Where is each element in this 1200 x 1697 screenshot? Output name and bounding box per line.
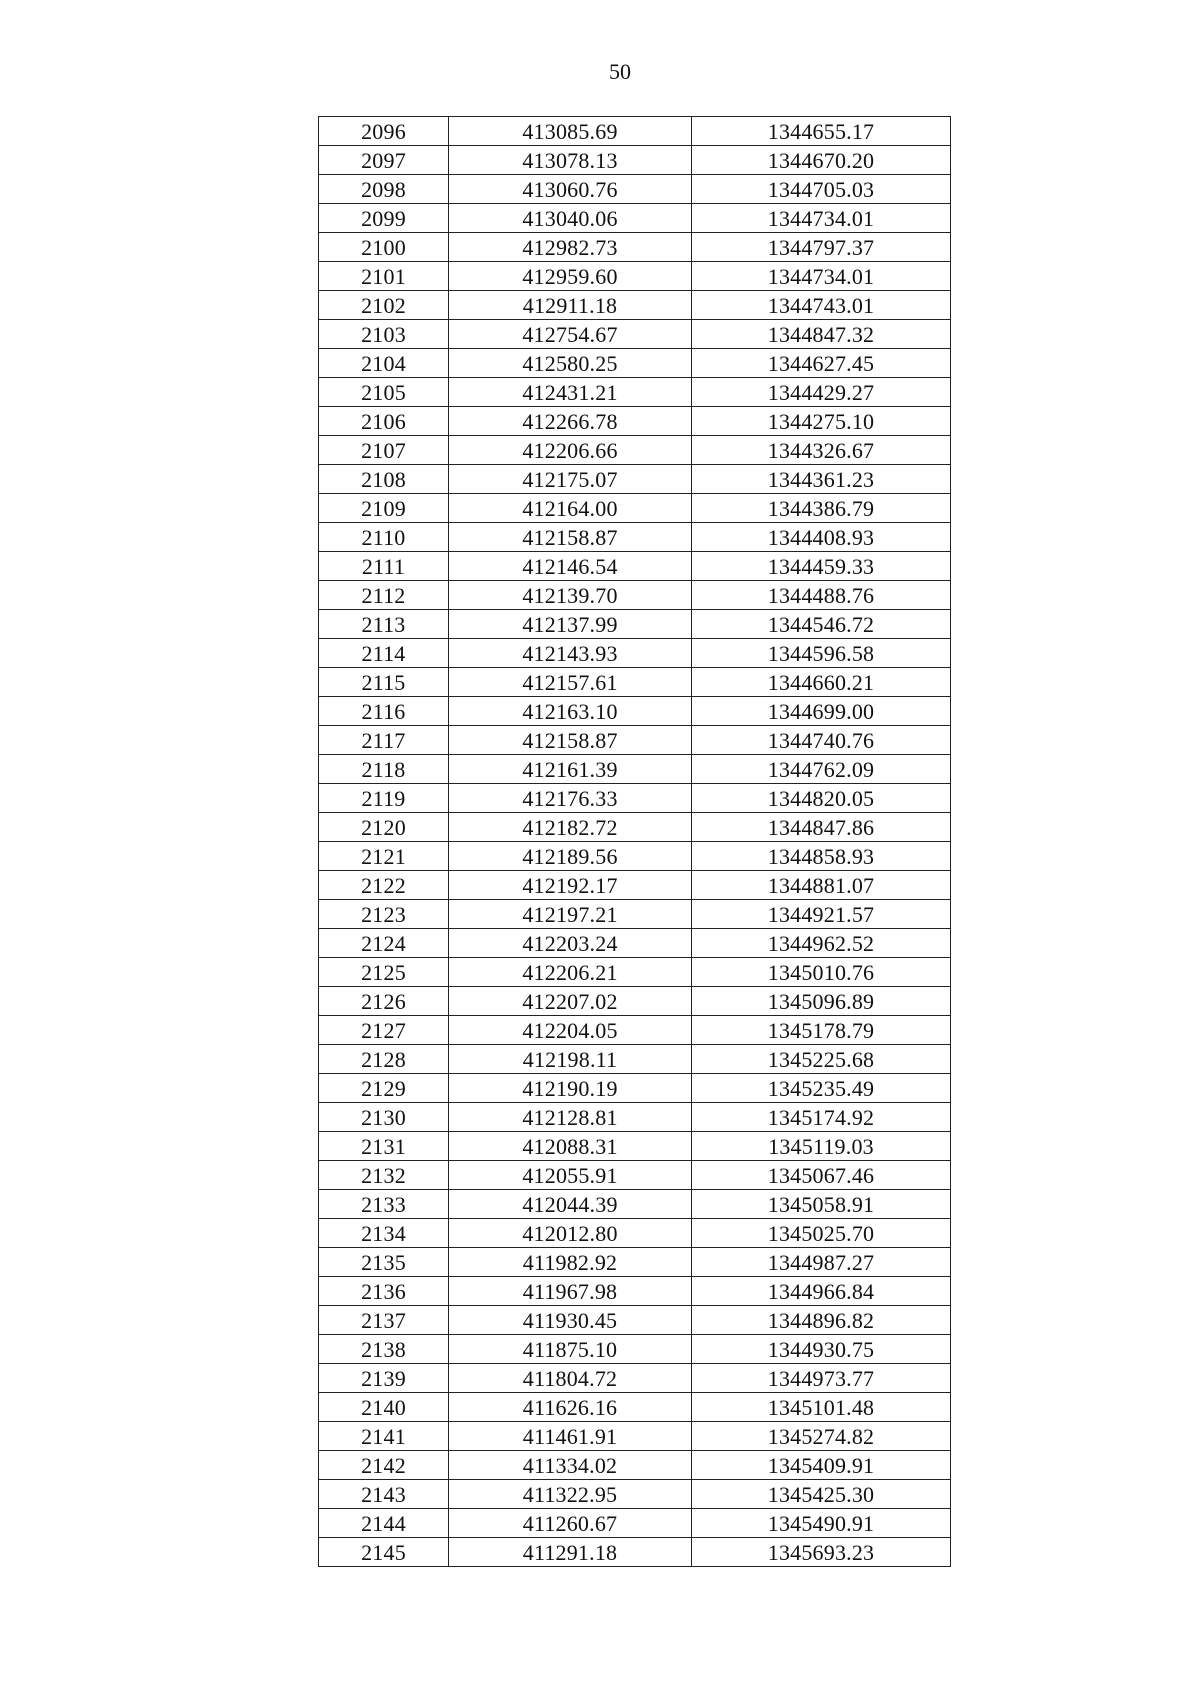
x-coordinate-cell: 413085.69	[449, 117, 692, 146]
point-number-cell: 2097	[319, 146, 449, 175]
table-row	[319, 146, 951, 175]
point-number-cell: 2099	[319, 204, 449, 233]
x-coordinate-cell: 411930.45	[449, 1306, 692, 1335]
y-coordinate-cell: 1344705.03	[692, 175, 951, 204]
table-row	[319, 1074, 951, 1103]
point-number-cell: 2119	[319, 784, 449, 813]
table-row	[319, 1335, 951, 1364]
y-coordinate-cell: 1344326.67	[692, 436, 951, 465]
point-number-cell: 2118	[319, 755, 449, 784]
x-coordinate-cell: 411461.91	[449, 1422, 692, 1451]
table-row	[319, 581, 951, 610]
table-row	[319, 1393, 951, 1422]
x-coordinate-cell: 411875.10	[449, 1335, 692, 1364]
table-row	[319, 1248, 951, 1277]
y-coordinate-cell: 1344386.79	[692, 494, 951, 523]
x-coordinate-cell: 412176.33	[449, 784, 692, 813]
table-row	[319, 1103, 951, 1132]
x-coordinate-cell: 412143.93	[449, 639, 692, 668]
y-coordinate-cell: 1344459.33	[692, 552, 951, 581]
y-coordinate-cell: 1344962.52	[692, 929, 951, 958]
point-number-cell: 2141	[319, 1422, 449, 1451]
x-coordinate-cell: 412190.19	[449, 1074, 692, 1103]
table-row	[319, 117, 951, 146]
x-coordinate-cell: 413078.13	[449, 146, 692, 175]
y-coordinate-cell: 1344488.76	[692, 581, 951, 610]
point-number-cell: 2136	[319, 1277, 449, 1306]
y-coordinate-cell: 1344660.21	[692, 668, 951, 697]
table-row	[319, 697, 951, 726]
x-coordinate-cell: 412580.25	[449, 349, 692, 378]
point-number-cell: 2145	[319, 1538, 449, 1567]
y-coordinate-cell: 1344734.01	[692, 204, 951, 233]
x-coordinate-cell: 412982.73	[449, 233, 692, 262]
y-coordinate-cell: 1344546.72	[692, 610, 951, 639]
y-coordinate-cell: 1345010.76	[692, 958, 951, 987]
table-row	[319, 813, 951, 842]
table-row	[319, 1045, 951, 1074]
y-coordinate-cell: 1344429.27	[692, 378, 951, 407]
point-number-cell: 2138	[319, 1335, 449, 1364]
y-coordinate-cell: 1344820.05	[692, 784, 951, 813]
table-row	[319, 987, 951, 1016]
table-row	[319, 842, 951, 871]
point-number-cell: 2127	[319, 1016, 449, 1045]
x-coordinate-cell: 412266.78	[449, 407, 692, 436]
y-coordinate-cell: 1344743.01	[692, 291, 951, 320]
x-coordinate-cell: 412128.81	[449, 1103, 692, 1132]
table-row	[319, 1509, 951, 1538]
point-number-cell: 2115	[319, 668, 449, 697]
coordinates-table-body	[319, 117, 951, 1567]
x-coordinate-cell: 411982.92	[449, 1248, 692, 1277]
y-coordinate-cell: 1344973.77	[692, 1364, 951, 1393]
point-number-cell: 2113	[319, 610, 449, 639]
point-number-cell: 2131	[319, 1132, 449, 1161]
y-coordinate-cell: 1345025.70	[692, 1219, 951, 1248]
y-coordinate-cell: 1345058.91	[692, 1190, 951, 1219]
x-coordinate-cell: 412157.61	[449, 668, 692, 697]
table-row	[319, 958, 951, 987]
x-coordinate-cell: 411334.02	[449, 1451, 692, 1480]
x-coordinate-cell: 411967.98	[449, 1277, 692, 1306]
x-coordinate-cell: 412139.70	[449, 581, 692, 610]
y-coordinate-cell: 1345174.92	[692, 1103, 951, 1132]
point-number-cell: 2142	[319, 1451, 449, 1480]
point-number-cell: 2139	[319, 1364, 449, 1393]
table-row	[319, 494, 951, 523]
y-coordinate-cell: 1345096.89	[692, 987, 951, 1016]
x-coordinate-cell: 412088.31	[449, 1132, 692, 1161]
x-coordinate-cell: 411804.72	[449, 1364, 692, 1393]
x-coordinate-cell: 412158.87	[449, 523, 692, 552]
y-coordinate-cell: 1344847.86	[692, 813, 951, 842]
point-number-cell: 2134	[319, 1219, 449, 1248]
y-coordinate-cell: 1344930.75	[692, 1335, 951, 1364]
table-row	[319, 784, 951, 813]
y-coordinate-cell: 1344627.45	[692, 349, 951, 378]
point-number-cell: 2121	[319, 842, 449, 871]
table-row	[319, 1422, 951, 1451]
x-coordinate-cell: 412204.05	[449, 1016, 692, 1045]
x-coordinate-cell: 412203.24	[449, 929, 692, 958]
table-row	[319, 1161, 951, 1190]
point-number-cell: 2117	[319, 726, 449, 755]
table-row	[319, 175, 951, 204]
table-row	[319, 755, 951, 784]
point-number-cell: 2124	[319, 929, 449, 958]
y-coordinate-cell: 1344734.01	[692, 262, 951, 291]
x-coordinate-cell: 412911.18	[449, 291, 692, 320]
y-coordinate-cell: 1344966.84	[692, 1277, 951, 1306]
y-coordinate-cell: 1345067.46	[692, 1161, 951, 1190]
y-coordinate-cell: 1345101.48	[692, 1393, 951, 1422]
x-coordinate-cell: 412189.56	[449, 842, 692, 871]
x-coordinate-cell: 412146.54	[449, 552, 692, 581]
y-coordinate-cell: 1345119.03	[692, 1132, 951, 1161]
x-coordinate-cell: 412163.10	[449, 697, 692, 726]
point-number-cell: 2122	[319, 871, 449, 900]
point-number-cell: 2104	[319, 349, 449, 378]
x-coordinate-cell: 412197.21	[449, 900, 692, 929]
x-coordinate-cell: 412754.67	[449, 320, 692, 349]
point-number-cell: 2105	[319, 378, 449, 407]
point-number-cell: 2112	[319, 581, 449, 610]
table-row	[319, 320, 951, 349]
point-number-cell: 2125	[319, 958, 449, 987]
y-coordinate-cell: 1344987.27	[692, 1248, 951, 1277]
x-coordinate-cell: 412198.11	[449, 1045, 692, 1074]
point-number-cell: 2126	[319, 987, 449, 1016]
point-number-cell: 2137	[319, 1306, 449, 1335]
point-number-cell: 2123	[319, 900, 449, 929]
point-number-cell: 2098	[319, 175, 449, 204]
point-number-cell: 2101	[319, 262, 449, 291]
x-coordinate-cell: 413040.06	[449, 204, 692, 233]
point-number-cell: 2108	[319, 465, 449, 494]
point-number-cell: 2111	[319, 552, 449, 581]
y-coordinate-cell: 1344858.93	[692, 842, 951, 871]
y-coordinate-cell: 1344655.17	[692, 117, 951, 146]
table-row	[319, 204, 951, 233]
y-coordinate-cell: 1344699.00	[692, 697, 951, 726]
y-coordinate-cell: 1344881.07	[692, 871, 951, 900]
y-coordinate-cell: 1345235.49	[692, 1074, 951, 1103]
point-number-cell: 2128	[319, 1045, 449, 1074]
point-number-cell: 2103	[319, 320, 449, 349]
x-coordinate-cell: 411322.95	[449, 1480, 692, 1509]
x-coordinate-cell: 412207.02	[449, 987, 692, 1016]
point-number-cell: 2144	[319, 1509, 449, 1538]
table-row	[319, 871, 951, 900]
point-number-cell: 2106	[319, 407, 449, 436]
y-coordinate-cell: 1344361.23	[692, 465, 951, 494]
table-row	[319, 1190, 951, 1219]
x-coordinate-cell: 411291.18	[449, 1538, 692, 1567]
table-row	[319, 1219, 951, 1248]
y-coordinate-cell: 1345425.30	[692, 1480, 951, 1509]
point-number-cell: 2107	[319, 436, 449, 465]
table-row	[319, 262, 951, 291]
y-coordinate-cell: 1344408.93	[692, 523, 951, 552]
table-row	[319, 929, 951, 958]
x-coordinate-cell: 411626.16	[449, 1393, 692, 1422]
point-number-cell: 2102	[319, 291, 449, 320]
table-row	[319, 378, 951, 407]
x-coordinate-cell: 412012.80	[449, 1219, 692, 1248]
page-number: 50	[609, 59, 631, 84]
coordinates-table	[318, 116, 951, 1567]
x-coordinate-cell: 413060.76	[449, 175, 692, 204]
point-number-cell: 2109	[319, 494, 449, 523]
y-coordinate-cell: 1344596.58	[692, 639, 951, 668]
table-row	[319, 349, 951, 378]
x-coordinate-cell: 412175.07	[449, 465, 692, 494]
y-coordinate-cell: 1344797.37	[692, 233, 951, 262]
y-coordinate-cell: 1345693.23	[692, 1538, 951, 1567]
x-coordinate-cell: 412137.99	[449, 610, 692, 639]
y-coordinate-cell: 1345409.91	[692, 1451, 951, 1480]
point-number-cell: 2114	[319, 639, 449, 668]
x-coordinate-cell: 412158.87	[449, 726, 692, 755]
table-row	[319, 552, 951, 581]
point-number-cell: 2120	[319, 813, 449, 842]
x-coordinate-cell: 412164.00	[449, 494, 692, 523]
table-row	[319, 1306, 951, 1335]
table-row	[319, 436, 951, 465]
table-row	[319, 726, 951, 755]
table-row	[319, 639, 951, 668]
point-number-cell: 2135	[319, 1248, 449, 1277]
x-coordinate-cell: 412959.60	[449, 262, 692, 291]
table-row	[319, 1132, 951, 1161]
x-coordinate-cell: 412182.72	[449, 813, 692, 842]
point-number-cell: 2133	[319, 1190, 449, 1219]
x-coordinate-cell: 412055.91	[449, 1161, 692, 1190]
y-coordinate-cell: 1344921.57	[692, 900, 951, 929]
point-number-cell: 2130	[319, 1103, 449, 1132]
y-coordinate-cell: 1344896.82	[692, 1306, 951, 1335]
y-coordinate-cell: 1344740.76	[692, 726, 951, 755]
table-row	[319, 291, 951, 320]
point-number-cell: 2132	[319, 1161, 449, 1190]
table-row	[319, 1480, 951, 1509]
table-row	[319, 900, 951, 929]
y-coordinate-cell: 1345178.79	[692, 1016, 951, 1045]
y-coordinate-cell: 1344847.32	[692, 320, 951, 349]
x-coordinate-cell: 412206.21	[449, 958, 692, 987]
table-row	[319, 1451, 951, 1480]
table-row	[319, 1538, 951, 1567]
y-coordinate-cell: 1344275.10	[692, 407, 951, 436]
table-row	[319, 407, 951, 436]
table-row	[319, 233, 951, 262]
point-number-cell: 2140	[319, 1393, 449, 1422]
point-number-cell: 2100	[319, 233, 449, 262]
point-number-cell: 2116	[319, 697, 449, 726]
table-row	[319, 465, 951, 494]
point-number-cell: 2143	[319, 1480, 449, 1509]
x-coordinate-cell: 412192.17	[449, 871, 692, 900]
point-number-cell: 2110	[319, 523, 449, 552]
x-coordinate-cell: 412161.39	[449, 755, 692, 784]
y-coordinate-cell: 1344670.20	[692, 146, 951, 175]
y-coordinate-cell: 1345225.68	[692, 1045, 951, 1074]
y-coordinate-cell: 1345274.82	[692, 1422, 951, 1451]
x-coordinate-cell: 411260.67	[449, 1509, 692, 1538]
table-row	[319, 523, 951, 552]
table-row	[319, 1277, 951, 1306]
table-row	[319, 668, 951, 697]
y-coordinate-cell: 1344762.09	[692, 755, 951, 784]
table-row	[319, 1364, 951, 1393]
y-coordinate-cell: 1345490.91	[692, 1509, 951, 1538]
x-coordinate-cell: 412044.39	[449, 1190, 692, 1219]
point-number-cell: 2096	[319, 117, 449, 146]
point-number-cell: 2129	[319, 1074, 449, 1103]
table-row	[319, 1016, 951, 1045]
x-coordinate-cell: 412206.66	[449, 436, 692, 465]
table-row	[319, 610, 951, 639]
x-coordinate-cell: 412431.21	[449, 378, 692, 407]
